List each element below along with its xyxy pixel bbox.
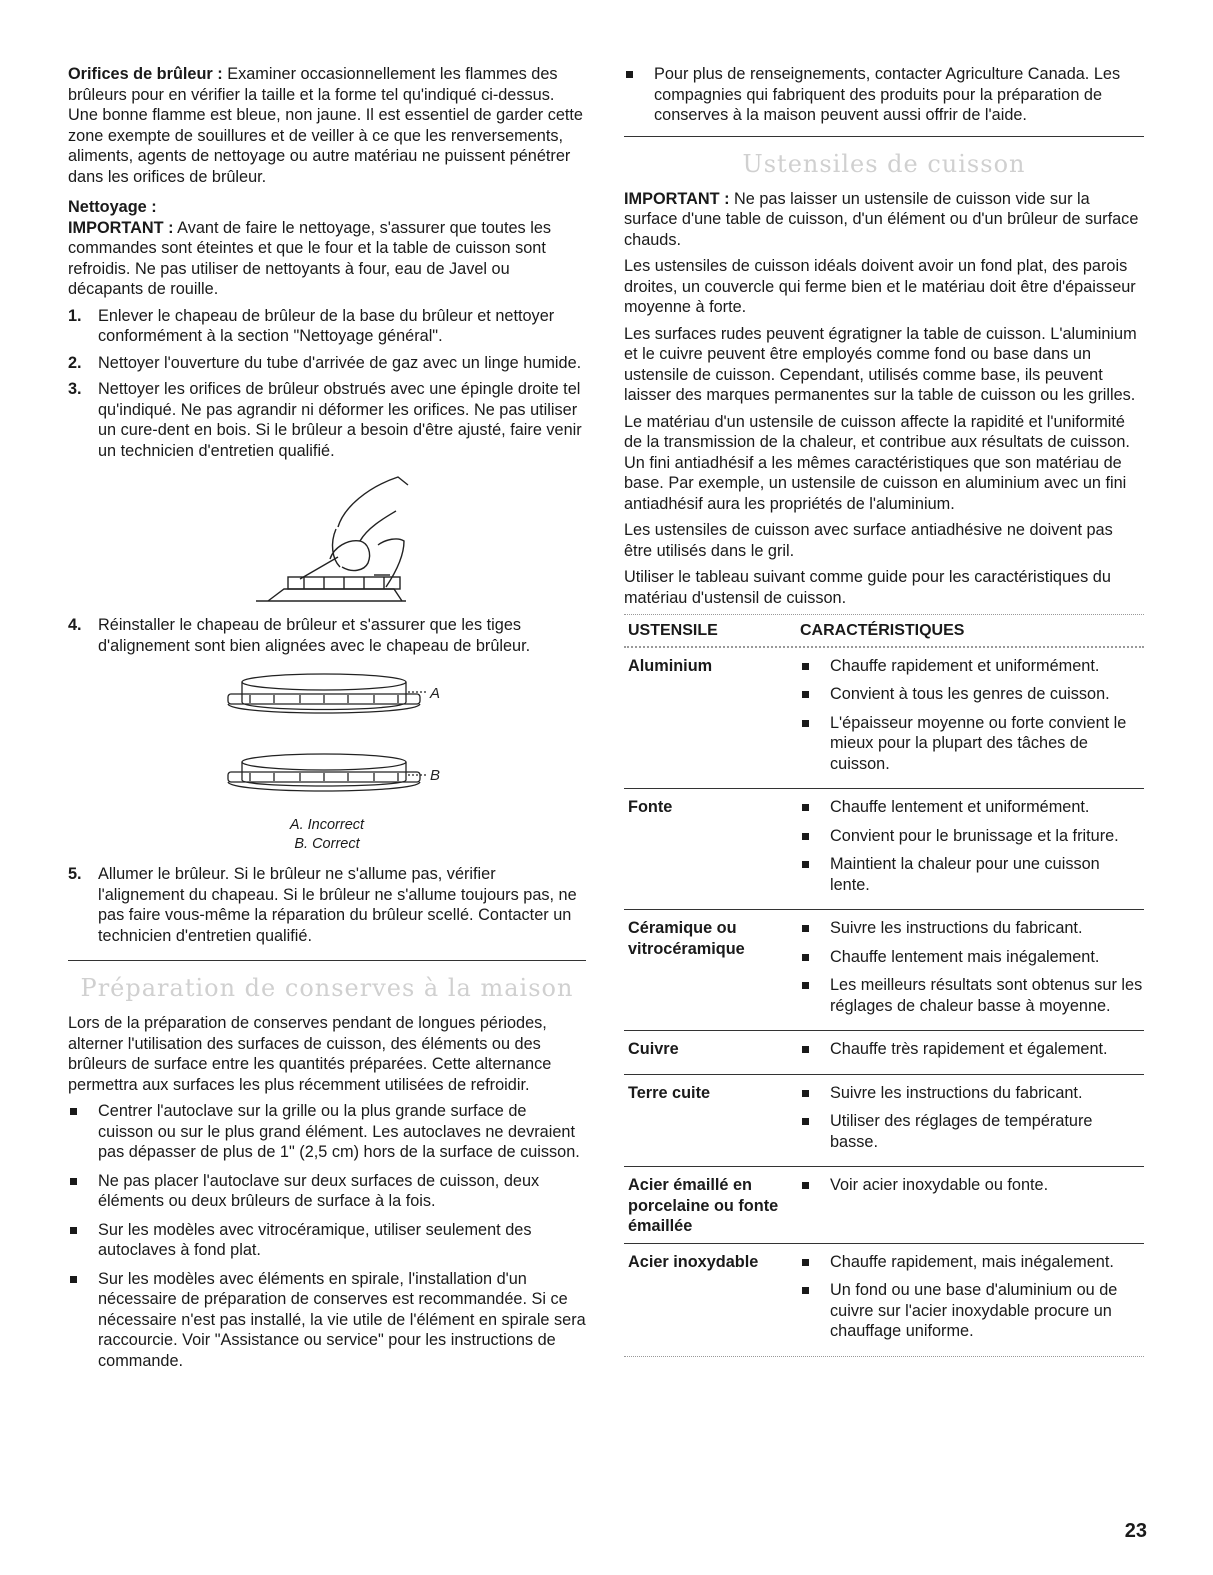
table-header (624, 614, 1144, 648)
section-divider (68, 960, 586, 961)
characteristic-item: Chauffe lentement mais inégalement. (800, 947, 1144, 968)
step-item: 1. Enlever le chapeau de brûleur de la base du brûleur et nettoyer conformément à la section "Nettoyage général". (68, 306, 555, 345)
section-title-conserves: Préparation de conserves à la maison (80, 974, 574, 1002)
characteristic-item: Voir acier inoxydable ou fonte. (800, 1175, 1144, 1196)
characteristic-item: Convient à tous les genres de cuisson. (800, 684, 1144, 705)
characteristic-item: Suivre les instructions du fabricant. (800, 1083, 1144, 1104)
left-column (68, 64, 586, 1379)
material-name: Fonte (628, 798, 673, 816)
paragraph: Les ustensiles de cuisson avec surface antiadhésive ne doivent pas être utilisés dans le gril. (624, 521, 1113, 560)
cleaning-steps (68, 306, 586, 462)
material-name: Aluminium (628, 656, 713, 675)
paragraph: Utiliser le tableau suivant comme guide pour les caractéristiques du matériau d'ustensil de cuisson. (624, 568, 1111, 607)
characteristic-item: L'épaisseur moyenne ou forte convient le mieux pour la plupart des tâches de cuisson. (800, 713, 1144, 775)
characteristic-item: Suivre les instructions du fabricant. (800, 918, 1144, 939)
step-4-list (68, 615, 586, 656)
step-item: 5. Allumer le brûleur. Si le brûleur ne s'allume pas, vérifier l'alignement du chapeau. Si le brûleur ne s'allume toujours pas, ne pas faire vous-même la réparation du brûleur scellé. Contacter un technicien d'entretien qualifié. (68, 865, 577, 945)
characteristic-item: Utiliser des réglages de température basse. (800, 1111, 1144, 1152)
list-item: Ne pas placer l'autoclave sur deux surfaces de cuisson, deux éléments ou deux brûleurs de surface à la fois. (68, 1171, 586, 1212)
characteristics (800, 656, 1144, 783)
label-a: A (430, 685, 441, 702)
characteristic-item: Un fond ou une base d'aluminium ou de cuivre sur l'acier inoxydable procure un chauffage uniforme. (800, 1280, 1144, 1342)
orifices-label: Orifices de brûleur : (68, 65, 223, 83)
cookware-table (624, 614, 1144, 1357)
step-5-list (68, 864, 586, 946)
paragraph: Les ustensiles de cuisson idéals doivent avoir un fond plat, des parois droites, un couvercle qui ferme bien et le matériau doit être d'épaisseur moyenne à forte. (624, 257, 1136, 316)
table-row (624, 1167, 1144, 1244)
table-body (624, 648, 1144, 1357)
conserves-intro: Lors de la préparation de conserves pendant de longues périodes, alterner l'utilisation des surfaces de cuisson, des éléments ou des brûleurs de surface entre les quantités préparées. Cette alternance permettra aux surfaces les plus récemment utilisées de refroidir. (68, 1014, 552, 1094)
list-item: Sur les modèles avec éléments en spirale, l'installation d'un nécessaire de préparation de conserves est recommandée. Si ce nécessaire n'est pas installé, la vie utile de l'élément en spirale sera raccourcie. Voir "Assistance ou service" pour les instructions de commande. (68, 1269, 586, 1372)
material-name: Acier inoxydable (628, 1252, 759, 1271)
conserves-bullets (68, 1101, 586, 1371)
material-name: Terre cuite (628, 1083, 711, 1102)
characteristics (800, 797, 1144, 903)
characteristic-item: Maintient la chaleur pour une cuisson lente. (800, 854, 1144, 895)
characteristics (800, 1039, 1144, 1068)
step-item: 3. Nettoyer les orifices de brûleur obstrués avec une épingle droite tel qu'indiqué. Ne pas agrandir ni déformer les orifices. Ne pas utiliser un cure-dent en bois. Si le brûleur a besoin d'être ajusté, faire venir un technicien d'entretien qualifié. (68, 380, 582, 460)
paragraph: Les surfaces rudes peuvent égratigner la table de cuisson. L'aluminium et le cuivre peuvent être employés comme fond ou base dans un ustensile de cuisson. Cependant, utilisés comme base, ils peuvent laisser des marques permanentes sur la table de cuisson ou les grilles. (624, 324, 1137, 404)
label-b: B (430, 767, 441, 784)
nettoyage-heading: Nettoyage : (68, 198, 157, 216)
table-row (624, 1075, 1144, 1168)
table-row (624, 1031, 1144, 1075)
material-name: Céramique ou vitrocéramique (628, 919, 745, 958)
list-item: Sur les modèles avec vitrocéramique, utiliser seulement des autoclaves à fond plat. (68, 1220, 586, 1261)
orifices-text: Examiner occasionnellement les flammes des brûleurs pour en vérifier la taille et la forme tel qu'indiqué ci-dessus. Une bonne flamme est bleue, non jaune. Il est essentiel de garder cette zone exempte de souillures et de veiller à ce que les renversements, aliments, agents de nettoyage ou autre matériau ne puissent pénétrer dans les orifices de brûleur. (68, 65, 583, 186)
characteristics (800, 1083, 1144, 1161)
table-row (624, 789, 1144, 910)
step-item: 2. Nettoyer l'ouverture du tube d'arrivée de gaz avec un linge humide. (68, 353, 582, 372)
important-paragraph (624, 189, 1144, 251)
list-item: Pour plus de renseignements, contacter Agriculture Canada. Les compagnies qui fabriquent des produits pour la préparation de conserves à la maison peuvent aussi offrir de l'aide. (624, 64, 1144, 126)
section-divider (624, 136, 1144, 137)
characteristic-item: Chauffe rapidement, mais inégalement. (800, 1252, 1144, 1273)
right-column (624, 64, 1144, 1357)
characteristic-item: Chauffe très rapidement et également. (800, 1039, 1144, 1060)
characteristics (800, 1252, 1144, 1350)
section-title-ustensiles: Ustensiles de cuisson (742, 149, 1026, 178)
header-ustensile: USTENSILE (628, 622, 718, 639)
important-text: Avant de faire le nettoyage, s'assurer que toutes les commandes sont éteintes et que le four et la table de cuisson sont refroidis. Ne pas utiliser de nettoyants à four, eau de Javel ou décapants de rouille. (68, 218, 552, 298)
table-row (624, 1244, 1144, 1357)
step-item: 4. Réinstaller le chapeau de brûleur et s'assurer que les tiges d'alignement sont bien alignées avec le chapeau de brûleur. (68, 616, 531, 655)
burner-cap-drawing (68, 662, 586, 812)
hand-pin-drawing (68, 467, 586, 615)
important-text: Ne pas laisser un ustensile de cuisson vide sur la surface d'une table de cuisson, d'un élément ou d'un brûleur de surface chauds. (624, 189, 1139, 249)
caption-b: B. Correct (294, 836, 360, 852)
header-caracteristiques: CARACTÉRISTIQUES (800, 622, 965, 639)
table-row (624, 910, 1144, 1031)
important-label: IMPORTANT : (624, 189, 730, 208)
characteristic-item: Chauffe rapidement et uniformément. (800, 656, 1144, 677)
caption-a: A. Incorrect (289, 817, 365, 833)
paragraph: Le matériau d'un ustensile de cuisson affecte la rapidité et l'uniformité de la transmission de la chaleur, et contribue aux résultats de cuisson. Un fini antiadhésif a les mêmes caractéristiques que son matériau de base. Par exemple, un ustensile de cuisson en aluminium avec un fini antiadhésif aura les propriétés de l'aluminium. (624, 412, 1130, 513)
characteristic-item: Convient pour le brunissage et la friture. (800, 826, 1144, 847)
page-number: 23 (1124, 1519, 1147, 1542)
list-item: Centrer l'autoclave sur la grille ou la plus grande surface de cuisson ou sur le plus grand élément. Les autoclaves ne devraient pas dépasser de plus de 1" (2,5 cm) hors de la surface de cuisson. (68, 1101, 586, 1163)
orifices-paragraph (68, 64, 586, 187)
important-paragraph (68, 218, 586, 300)
pin-cleaning-illustration (68, 467, 586, 615)
material-name: Acier émaillé en porcelaine ou fonte émaillée (628, 1176, 779, 1235)
material-name: Cuivre (628, 1040, 679, 1058)
info-bullets (624, 64, 1144, 126)
characteristics (800, 1175, 1144, 1237)
characteristic-item: Les meilleurs résultats sont obtenus sur les réglages de chaleur basse à moyenne. (800, 975, 1144, 1016)
characteristics (800, 918, 1144, 1024)
figure-caption (68, 816, 586, 854)
important-label: IMPORTANT : (68, 218, 174, 237)
table-row (624, 648, 1144, 790)
burner-alignment-illustration (68, 662, 586, 812)
characteristic-item: Chauffe lentement et uniformément. (800, 797, 1144, 818)
